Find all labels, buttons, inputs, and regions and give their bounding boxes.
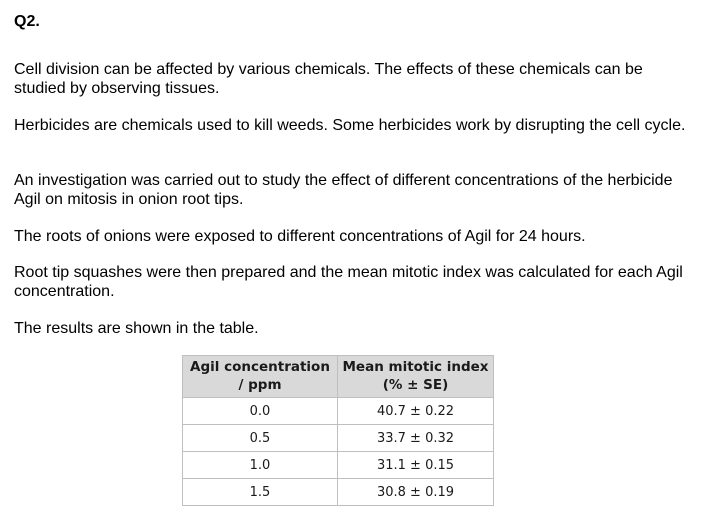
method-paragraph: Root tip squashes were then prepared and the mean mitotic index was calculated for each Agil concentration. [14, 264, 683, 300]
header-mitotic-index [338, 356, 494, 398]
question-number: Q2. [14, 13, 40, 30]
cell-concentration: 0.0 [183, 398, 338, 425]
table-header-row [183, 356, 494, 398]
table-row [183, 425, 494, 452]
intro-paragraph: Cell division can be affected by various chemicals. The effects of these chemicals can be studied by observing tissues. [14, 61, 643, 97]
cell-mitotic-index: 30.8 ± 0.19 [338, 479, 494, 506]
header-agil-line1: Agil concentration [190, 359, 330, 375]
cell-mitotic-index: 33.7 ± 0.32 [338, 425, 494, 452]
cell-mitotic-index: 40.7 ± 0.22 [338, 398, 494, 425]
table-row [183, 398, 494, 425]
header-mitotic-line2: (% ± SE) [382, 377, 449, 393]
table-row [183, 452, 494, 479]
header-agil-line2: / ppm [238, 377, 282, 393]
results-intro-paragraph: The results are shown in the table. [14, 320, 259, 337]
herbicide-paragraph: Herbicides are chemicals used to kill weeds. Some herbicides work by disrupting the cell cycle. [14, 117, 686, 134]
investigation-paragraph: An investigation was carried out to study the effect of different concentrations of the herbicide Agil on mitosis in onion root tips. [14, 172, 673, 208]
cell-mitotic-index: 31.1 ± 0.15 [338, 452, 494, 479]
header-mitotic-line1: Mean mitotic index [342, 359, 489, 375]
exposure-paragraph: The roots of onions were exposed to different concentrations of Agil for 24 hours. [14, 228, 586, 245]
table-row [183, 479, 494, 506]
header-agil-concentration [183, 356, 338, 398]
cell-concentration: 1.0 [183, 452, 338, 479]
cell-concentration: 0.5 [183, 425, 338, 452]
results-table [182, 355, 494, 506]
cell-concentration: 1.5 [183, 479, 338, 506]
